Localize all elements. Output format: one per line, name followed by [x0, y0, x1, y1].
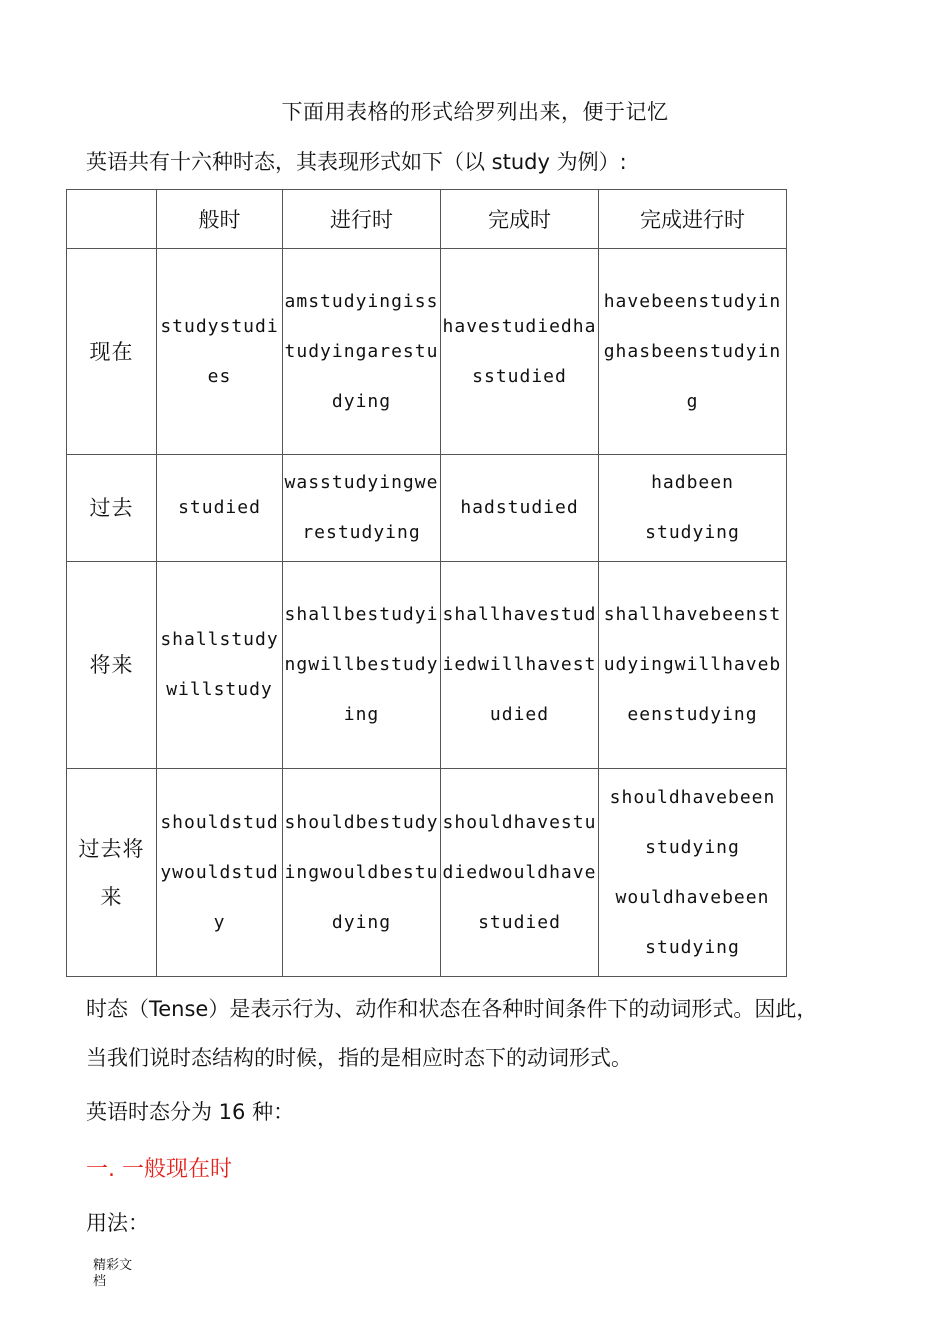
header-cell-simple: 般时 [157, 190, 283, 249]
table-row [67, 562, 787, 769]
cell-text-line: havebeenstudyin [603, 290, 782, 312]
row-label [67, 455, 157, 562]
row-label [67, 249, 157, 455]
cell-text-line: 现在 [89, 339, 134, 364]
cell-text-line: sstudied [472, 365, 567, 387]
cell-text-line: iedwillhavest [442, 654, 597, 675]
table-cell-simple [157, 562, 283, 769]
cell-text-line: ghasbeenstudyin [603, 340, 782, 362]
cell-text-line: shallhavestud [442, 604, 597, 625]
cell-text-line: amstudyingiss [284, 290, 439, 312]
cell-text-line: hadstudied [460, 497, 579, 518]
cell-text-line: shallstudy [160, 629, 279, 650]
header-row [67, 190, 787, 249]
cell-text-line: studied [178, 497, 261, 518]
table-cell-perfect-progressive [599, 562, 787, 769]
cell-text-line: studying [645, 936, 740, 958]
cell-text-line: y [213, 911, 226, 933]
cell-text-line: dying [331, 390, 392, 412]
cell-text-line: tudyingarestu [284, 340, 439, 362]
cell-text-line: es [207, 365, 232, 387]
table-cell-perfect [441, 562, 599, 769]
table-cell-progressive [283, 455, 441, 562]
table-cell-perfect-progressive [599, 249, 787, 455]
cell-text-line: shouldbestudy [284, 811, 439, 833]
cell-text-line: studied [478, 911, 561, 933]
tense-table [66, 189, 787, 977]
count-line: 英语时态分为 16 种： [86, 1100, 295, 1124]
table-cell-simple [157, 455, 283, 562]
cell-text-line: 过去 [89, 496, 134, 520]
cell-text-line: ywouldstud [160, 861, 279, 883]
table-row [67, 455, 787, 562]
page-title: 下面用表格的形式给罗列出来，便于记忆 [281, 100, 669, 124]
table-cell-progressive [283, 562, 441, 769]
cell-text-line: restudying [302, 522, 421, 543]
cell-text-line: hadbeen [651, 472, 734, 493]
cell-text-line: havestudiedha [442, 315, 597, 337]
usage-label: 用法： [86, 1211, 149, 1235]
cell-text-line: ingwouldbestu [284, 861, 439, 883]
row-label [67, 769, 157, 977]
cell-text-line: g [686, 390, 699, 412]
table-cell-progressive [283, 769, 441, 977]
table-cell-perfect [441, 769, 599, 977]
table-cell-perfect [441, 455, 599, 562]
definition-line: 时态（Tense）是表示行为、动作和状态在各种时间条件下的动词形式。因此， [86, 997, 818, 1021]
table-cell-perfect-progressive [599, 455, 787, 562]
header-cell-perfect: 完成时 [441, 190, 599, 249]
table-cell-perfect-progressive [599, 769, 787, 977]
table-cell-simple [157, 769, 283, 977]
intro-text: 英语共有十六种时态，其表现形式如下（以 study 为例）: [86, 150, 627, 174]
header-cell-perfect-progressive: 完成进行时 [599, 190, 787, 249]
cell-text-line: ing [343, 704, 380, 725]
cell-text-line: studying [645, 522, 740, 543]
header-cell-corner [67, 190, 157, 249]
cell-text-line: dying [331, 911, 392, 933]
footer-mark: 精彩文档 [93, 1258, 133, 1289]
cell-text-line: shouldhavestu [442, 811, 597, 833]
cell-text-line: shallbestudyi [284, 604, 439, 625]
table-cell-simple [157, 249, 283, 455]
cell-text-line: 来 [100, 884, 123, 909]
table-row [67, 249, 787, 455]
cell-text-line: studystudi [160, 315, 279, 337]
header-cell-progressive: 进行时 [283, 190, 441, 249]
table-cell-progressive [283, 249, 441, 455]
cell-text-line: udied [489, 704, 550, 725]
table-cell-perfect [441, 249, 599, 455]
cell-text-line: 过去将 [78, 836, 145, 861]
cell-text-line: willstudy [166, 679, 273, 700]
cell-text-line: studying [645, 836, 740, 858]
cell-text-line: wasstudyingwe [284, 472, 439, 493]
cell-text-line: shouldhavebeen [609, 786, 776, 808]
cell-text-line: ngwillbestudy [284, 654, 439, 675]
cell-text-line: diedwouldhave [442, 861, 597, 883]
cell-text-line: 将来 [89, 653, 134, 677]
definition-line: 当我们说时态结构的时候，指的是相应时态下的动词形式。 [86, 1046, 632, 1070]
cell-text-line: shouldstud [160, 811, 279, 833]
table-row [67, 769, 787, 977]
cell-text-line: shallhavebeenst [603, 604, 782, 625]
cell-text-line: udyingwillhaveb [603, 654, 782, 675]
row-label [67, 562, 157, 769]
cell-text-line: wouldhavebeen [615, 886, 770, 908]
cell-text-line: eenstudying [627, 704, 758, 725]
section-heading: 一. 一般现在时 [86, 1157, 232, 1182]
